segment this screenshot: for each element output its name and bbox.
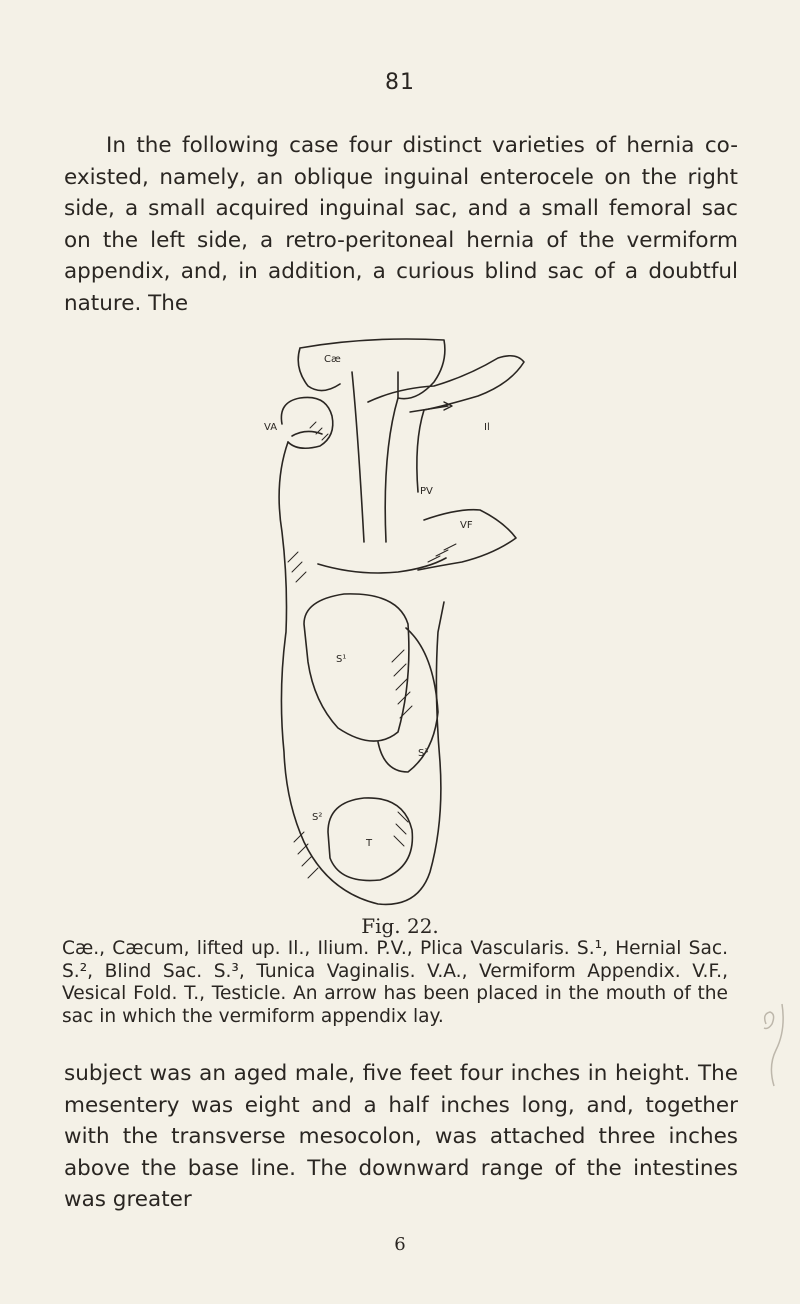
signature-mark: 6 [394,1234,406,1255]
label-plica-vascularis: PV [420,486,433,497]
margin-pencil-mark [762,1000,792,1090]
label-caecum: Cæ [324,354,341,365]
page-number: 81 [385,70,415,95]
label-ilium: Il [484,422,490,433]
label-vermiform-appendix: VA [264,422,278,433]
hernia-illustration [248,332,548,912]
label-hernial-sac: S¹ [336,654,347,665]
hernia-illustration-svg [248,332,548,912]
figure-caption: Cæ., Cæcum, lifted up. Il., Ilium. P.V., Plica Vascularis. S.¹, Hernial Sac. S.², Blind Sac. S.³, Tunica Vaginalis. V.A., Vermiform Appendix. V.F., Vesical Fold. T., Testicle. An arrow has been placed in the mouth of the sac in which the vermiform appendix lay. [62,938,728,1027]
body-paragraph-top: In the following case four distinct varieties of hernia co-existed, namely, an oblique inguinal enterocele on the right side, a small acquired inguinal sac, and a small femoral sac on the left side, a retro-peritoneal hernia of the vermiform appendix, and, in addition, a curious blind sac of a doubtful nature. The [64,133,738,316]
label-tunica-vaginalis: S³ [418,748,429,759]
label-blind-sac: S² [312,812,323,823]
body-paragraph-bottom: subject was an aged male, five feet four inches in height. The mesentery was eight and a half inches long, and, together with the transverse mesocolon, was attached three inches above the base line. The downward range of the intestines was greater [64,1061,738,1212]
figure-title: Fig. 22. [361,914,439,938]
margin-pencil-mark-svg [762,1000,792,1090]
label-testicle: T [366,838,373,849]
label-vesical-fold: VF [460,520,473,531]
